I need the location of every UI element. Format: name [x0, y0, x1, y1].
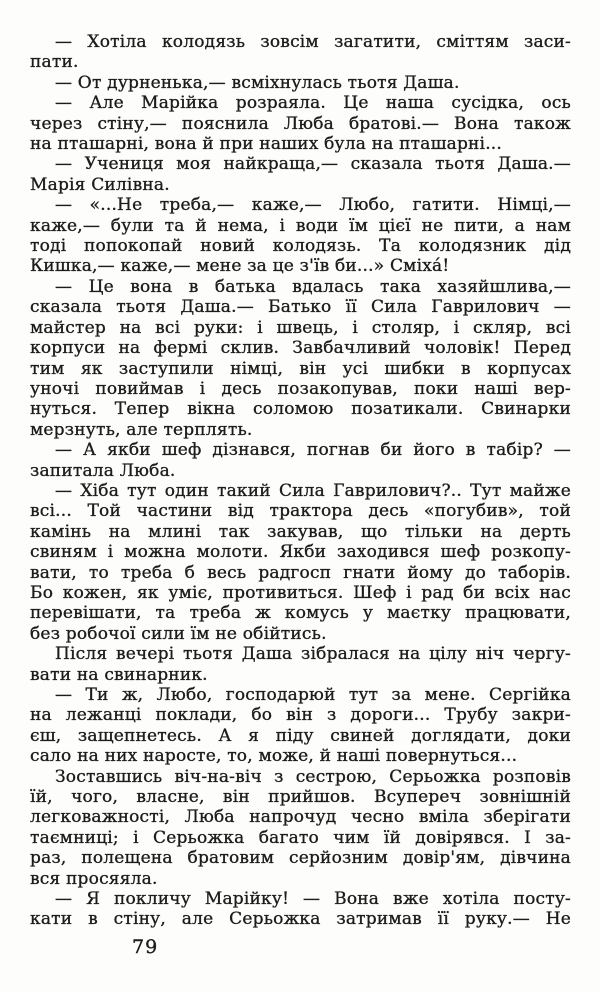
text-line: нуться. Тепер вікна соломою позатикали. Свинарки — [30, 399, 571, 420]
text-line: Марія Силівна. — [30, 174, 170, 195]
text-line: — А якби шеф дізнався, погнав би його в табір? — — [55, 440, 571, 461]
text-line: єш, защепнетесь. А я піду свиней доглядати, доки — [30, 725, 571, 746]
text-line: перевішати, та треба ж комусь у маєтку працювати, — [30, 603, 571, 624]
text-line: — Хіба тут один такий Сила Гаврилович?.. Тут майже — [55, 480, 571, 501]
text-line: через стіну,— пояснила Люба братові.— Вона також — [30, 113, 571, 134]
text-line: кати в стіну, але Серьожка затримав її руку.— Не — [30, 909, 571, 930]
text-line: — Але Марійка розраяла. Це наша сусідка, ось — [55, 93, 571, 114]
text-line: — От дурненька,— всміхнулась тьотя Даша. — [55, 72, 460, 93]
text-line: майстер на всі руки: і швець, і столяр, і скляр, всі — [30, 317, 571, 338]
text-line: Після вечері тьотя Даша зібралася на цілу ніч чергу- — [55, 644, 571, 665]
text-line: — Учениця моя найкраща,— сказала тьотя Даша.— — [55, 154, 571, 175]
text-line: сало на них наросте, то, може, й наші повернуться... — [30, 746, 518, 767]
text-line: легковажності, Люба напрочуд чесно вміла зберігати — [30, 807, 571, 828]
text-line: Бо кожен, як уміє, противиться. Шеф і рад би всіх нас — [30, 582, 571, 603]
text-line: уночі повиймав і десь позакопував, поки наші вер- — [30, 378, 571, 399]
text-line: вати на свинарник. — [30, 664, 208, 685]
text-line: каже,— були та й нема, і води їм цієї не пити, а нам — [30, 215, 571, 236]
text-line: — Я покличу Марійку! — Вона вже хотіла посту- — [55, 889, 571, 910]
text-block — [30, 32, 571, 930]
text-line: — Хотіла колодязь зовсім загатити, сміттям заси- — [55, 32, 571, 52]
text-line: — Це вона в батька вдалась така хазяйшлива,— — [55, 276, 571, 297]
text-line: камінь на млині так закував, що тільки на дерть — [30, 521, 571, 542]
text-line: корпуси на фермі склив. Завбачливий чоловік! Перед — [30, 338, 571, 359]
text-line: — Ти ж, Любо, господарюй тут за мене. Сергійка — [55, 685, 571, 705]
page-number: 79 — [132, 936, 159, 958]
text-line: тим як заступили німці, він усі шибки в корпусах — [30, 358, 571, 379]
text-line: Зоставшись віч-на-віч з сестрою, Серьожка розповів — [55, 766, 571, 787]
text-line: тоді попокопай новий колодязь. Та колодязник дід — [30, 236, 571, 257]
text-line: Кишка,— каже,— мене за це з'їв би...» Сміха́! — [30, 256, 450, 277]
text-line: раз, полещена братовим серйозним довір'ям, дівчина — [30, 848, 571, 869]
text-line: без робочої сили їм не обійтись. — [30, 623, 327, 644]
text-line: вся просяяла. — [30, 868, 158, 889]
text-line: мерзнуть, але терплять. — [30, 419, 253, 440]
text-line: пати. — [30, 52, 79, 73]
text-line: всі... Той частини від трактора десь «погубив», той — [30, 501, 571, 522]
text-line: сказала тьотя Даша.— Батько її Сила Гаврилович — — [30, 297, 571, 318]
text-line: таємниці; і Серьожка багато чим їй довірявся. І за- — [30, 827, 571, 848]
text-line: вати, то треба б весь радгосп гнати йому до таборів. — [30, 562, 571, 583]
text-line: — «...Не треба,— каже,— Любо, гатити. Німці,— — [55, 195, 571, 216]
text-line: на лежанці поклади, бо він з дороги... Трубу закри- — [30, 705, 571, 726]
text-line: свиням і можна молоти. Якби заходився шеф розкопу- — [30, 542, 571, 563]
text-line: на пташарні, вона й при наших була на пташарні... — [30, 134, 503, 155]
text-line: запитала Люба. — [30, 460, 176, 481]
text-line: їй, чого, власне, він прийшов. Всупереч зовнішній — [30, 787, 571, 808]
